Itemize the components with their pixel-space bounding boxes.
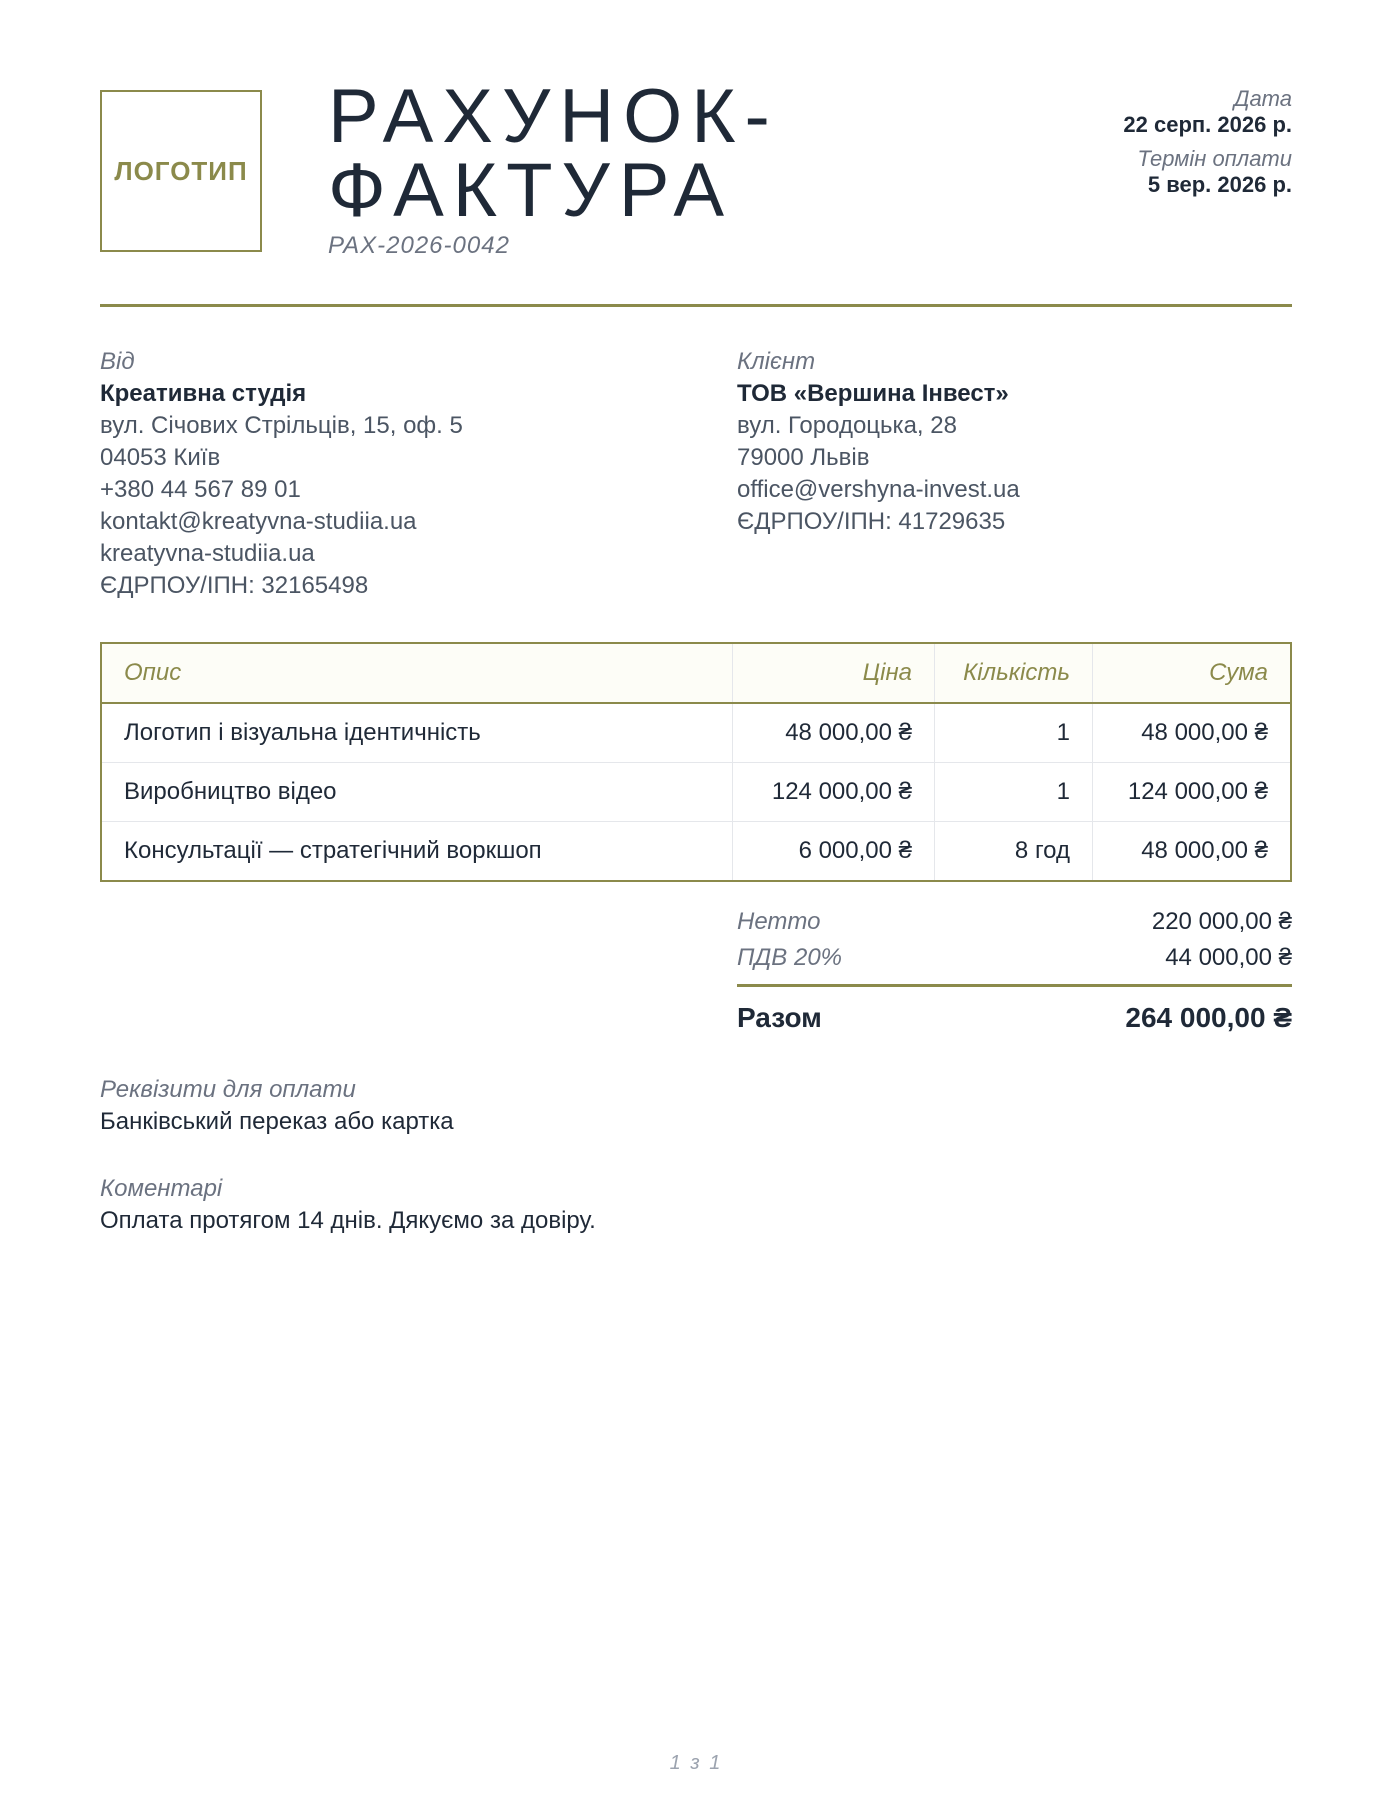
net-row xyxy=(737,904,1292,940)
sender-label: Від xyxy=(100,348,135,375)
comments-text: Оплата протягом 14 днів. Дякуємо за довіру. xyxy=(100,1207,596,1234)
page-number: 1 з 1 xyxy=(669,1752,723,1774)
header-description: Опис xyxy=(101,643,733,703)
item-quantity: 1 xyxy=(935,763,1093,822)
sender-name: Креативна студія xyxy=(100,380,307,407)
comments-label: Коментарі xyxy=(100,1175,223,1202)
grand-total-label: Разом xyxy=(737,1002,822,1033)
table-row xyxy=(101,703,1291,763)
table-row xyxy=(101,822,1291,882)
item-sum: 124 000,00 ₴ xyxy=(1093,763,1292,822)
header-quantity: Кількість xyxy=(935,643,1093,703)
item-description: Виробництво відео xyxy=(101,763,733,822)
header-divider xyxy=(100,304,1292,307)
grand-total-row xyxy=(737,987,1292,1049)
totals-block xyxy=(737,904,1292,1049)
invoice-number: РАХ-2026-0042 xyxy=(328,232,510,259)
table-row xyxy=(101,763,1291,822)
client-label: Клієнт xyxy=(737,348,816,375)
net-value: 220 000,00 ₴ xyxy=(1151,908,1292,935)
comments-section xyxy=(100,1173,596,1237)
client-block xyxy=(737,346,1292,538)
item-price: 48 000,00 ₴ xyxy=(733,703,935,763)
payment-text: Банківський переказ або картка xyxy=(100,1108,454,1135)
header-price: Ціна xyxy=(733,643,935,703)
header-sum: Сума xyxy=(1093,643,1292,703)
payment-label: Реквізити для оплати xyxy=(100,1076,356,1103)
item-price: 6 000,00 ₴ xyxy=(733,822,935,882)
due-date-label: Термін оплати xyxy=(1137,146,1292,171)
vat-row xyxy=(737,940,1292,976)
vat-value: 44 000,00 ₴ xyxy=(1165,944,1292,971)
item-price: 124 000,00 ₴ xyxy=(733,763,935,822)
grand-total-value: 264 000,00 ₴ xyxy=(1125,1002,1292,1033)
sender-phone: +380 44 567 89 01 xyxy=(100,476,301,503)
table-header-row xyxy=(101,643,1291,703)
date-value: 22 серп. 2026 р. xyxy=(1123,112,1292,137)
sender-tax-id: ЄДРПОУ/ІПН: 32165498 xyxy=(100,572,369,599)
title-line-1: РАХУНОК- xyxy=(328,74,779,159)
client-email: office@vershyna-invest.ua xyxy=(737,476,1020,503)
client-name: ТОВ «Вершина Інвест» xyxy=(737,380,1009,407)
item-description: Логотип і візуальна ідентичність xyxy=(101,703,733,763)
payment-details xyxy=(100,1074,454,1138)
invoice-page xyxy=(100,0,1292,1800)
title-line-2: ФАКТУРА xyxy=(328,148,734,233)
invoice-dates xyxy=(1123,86,1292,206)
sender-email: kontakt@kreatyvna-studiia.ua xyxy=(100,508,417,535)
item-sum: 48 000,00 ₴ xyxy=(1093,703,1292,763)
sender-website: kreatyvna-studiia.ua xyxy=(100,540,315,567)
invoice-title xyxy=(328,74,779,233)
vat-label: ПДВ 20% xyxy=(737,944,842,971)
due-date-value: 5 вер. 2026 р. xyxy=(1147,172,1292,197)
client-tax-id: ЄДРПОУ/ІПН: 41729635 xyxy=(737,508,1006,535)
line-items-table xyxy=(100,642,1292,882)
date-label: Дата xyxy=(1233,86,1292,111)
item-quantity: 8 год xyxy=(935,822,1093,882)
client-city: 79000 Львів xyxy=(737,444,870,471)
client-address: вул. Городоцька, 28 xyxy=(737,412,957,439)
sender-block xyxy=(100,346,660,602)
sender-city: 04053 Київ xyxy=(100,444,221,471)
item-quantity: 1 xyxy=(935,703,1093,763)
logo-placeholder: ЛОГОТИП xyxy=(100,90,262,252)
item-description: Консультації — стратегічний воркшоп xyxy=(101,822,733,882)
item-sum: 48 000,00 ₴ xyxy=(1093,822,1292,882)
net-label: Нетто xyxy=(737,908,821,935)
sender-address: вул. Січових Стрільців, 15, оф. 5 xyxy=(100,412,463,439)
